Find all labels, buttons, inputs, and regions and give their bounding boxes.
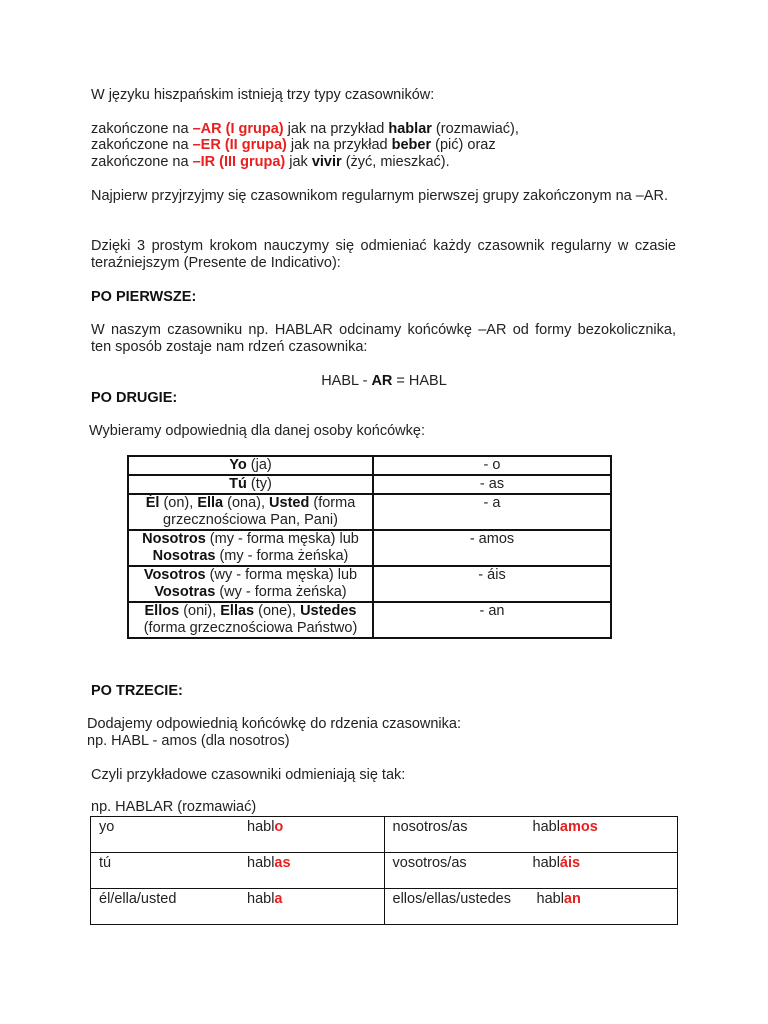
person-label: yo — [99, 819, 115, 835]
group-mid: jak na przykład — [286, 137, 392, 153]
person-label: nosotros/as — [392, 819, 468, 835]
conjugation-cell — [384, 853, 678, 889]
verb-ending: amos — [559, 819, 598, 835]
group-mid: jak na przykład — [283, 121, 389, 137]
pronoun: Nosotras — [152, 548, 216, 564]
pronoun: Usted — [269, 495, 310, 511]
table-row — [128, 602, 611, 638]
intro-text: W języku hiszpańskim istnieją trzy typy czasowników: — [91, 87, 435, 103]
table-row — [91, 817, 678, 853]
table-row — [128, 566, 611, 602]
pronoun: Vosotros — [143, 567, 206, 583]
verb-ending: o — [274, 819, 284, 835]
pronoun-note: (one), — [254, 603, 301, 619]
verb-stem: habl — [247, 819, 275, 835]
conjugation-table — [90, 816, 678, 925]
group-line-2 — [91, 137, 496, 154]
group-ending: –AR (I grupa) — [192, 121, 284, 137]
pronoun: Yo — [229, 457, 247, 473]
ending-cell: - o — [373, 456, 611, 475]
group-verb: vivir — [311, 154, 342, 170]
conjugation-cell — [384, 817, 678, 853]
pronoun-note: (my - forma żeńska) — [215, 548, 349, 564]
pronoun-note: (ona), — [223, 495, 270, 511]
heading-step-2: PO DRUGIE: — [91, 390, 178, 406]
endings-table — [127, 455, 612, 639]
table-row — [128, 475, 611, 494]
pronoun-note: (oni), — [179, 603, 221, 619]
verb-stem: habl — [536, 891, 564, 907]
conjugation-cell — [91, 889, 385, 925]
formula-left: HABL - — [321, 373, 372, 389]
group-line-3 — [91, 154, 450, 171]
paragraph-cut-ending: W naszym czasowniku np. HABLAR odcinamy końcówkę –AR od formy bezokolicznika, ten sposób zostaje nam rdzeń czasownika: — [91, 322, 676, 355]
group-mid: jak — [285, 154, 312, 170]
conjugation-cell — [91, 853, 385, 889]
person-label: él/ella/usted — [99, 891, 177, 907]
heading-step-1: PO PIERWSZE: — [91, 289, 197, 305]
pronoun: Ustedes — [300, 603, 357, 619]
formula-ending: AR — [371, 373, 393, 389]
pronoun: Vosotras — [154, 584, 216, 600]
paragraph-three-steps: Dzięki 3 prostym krokom nauczymy się odmieniać każdy czasownik regularny w czasie teraźniejszym (Presente de Indicativo): — [91, 238, 676, 271]
verb-stem: habl — [247, 855, 275, 871]
pronoun-note: (forma grzecznościowa Pan, Pani) — [163, 495, 356, 528]
heading-step-3: PO TRZECIE: — [91, 683, 183, 699]
verb-stem: habl — [532, 855, 560, 871]
verb-ending: a — [274, 891, 283, 907]
group-line-1 — [91, 121, 519, 138]
pronoun-note: (wy - forma męska) lub — [205, 567, 358, 583]
group-translation: (żyć, mieszkać). — [341, 154, 450, 170]
ending-cell: - amos — [373, 530, 611, 566]
verb-ending: as — [274, 855, 291, 871]
paragraph-first-group: Najpierw przyjrzyjmy się czasownikom regularnym pierwszej grupy zakończonym na –AR. — [91, 188, 668, 204]
person-cell — [128, 566, 373, 602]
paragraph-example: np. HABL - amos (dla nosotros) — [87, 733, 290, 749]
conjugation-cell — [91, 817, 385, 853]
pronoun: Nosotros — [142, 531, 206, 547]
group-prefix: zakończone na — [91, 137, 193, 153]
person-label: vosotros/as — [392, 855, 467, 871]
stem-formula — [0, 373, 768, 390]
group-translation: (pić) oraz — [431, 137, 496, 153]
table-row — [128, 494, 611, 530]
pronoun: Él — [145, 495, 160, 511]
table-row — [128, 530, 611, 566]
pronoun-note: (ty) — [246, 476, 272, 492]
person-cell — [128, 475, 373, 494]
example-title: np. HABLAR (rozmawiać) — [91, 799, 257, 815]
group-verb: hablar — [388, 121, 432, 137]
group-prefix: zakończone na — [91, 154, 193, 170]
conjugation-cell — [384, 889, 678, 925]
pronoun: Ella — [197, 495, 224, 511]
person-cell — [128, 456, 373, 475]
pronoun: Tú — [229, 476, 247, 492]
person-label: ellos/ellas/ustedes — [392, 891, 511, 907]
pronoun-note: (ja) — [246, 457, 272, 473]
verb-ending: áis — [559, 855, 581, 871]
verb-ending: an — [563, 891, 581, 907]
pronoun-note: (forma grzecznościowa Państwo) — [143, 620, 358, 636]
formula-right: = HABL — [392, 373, 447, 389]
group-ending: –ER (II grupa) — [192, 137, 287, 153]
pronoun: Ellas — [220, 603, 255, 619]
table-row — [91, 889, 678, 925]
person-label: tú — [99, 855, 112, 871]
ending-cell: - áis — [373, 566, 611, 602]
group-verb: beber — [391, 137, 432, 153]
verb-stem: habl — [532, 819, 560, 835]
ending-cell: - an — [373, 602, 611, 638]
table-row — [91, 853, 678, 889]
person-cell — [128, 530, 373, 566]
group-translation: (rozmawiać), — [431, 121, 519, 137]
group-ending: –IR (III grupa) — [192, 154, 286, 170]
paragraph-conjugation-intro: Czyli przykładowe czasowniki odmieniają się tak: — [91, 767, 406, 783]
pronoun: Ellos — [144, 603, 180, 619]
paragraph-add-ending: Dodajemy odpowiednią końcówkę do rdzenia czasownika: — [87, 716, 461, 732]
pronoun-note: (my - forma męska) lub — [205, 531, 359, 547]
ending-cell: - a — [373, 494, 611, 530]
paragraph-choose-ending: Wybieramy odpowiednią dla danej osoby końcówkę: — [89, 423, 425, 439]
group-prefix: zakończone na — [91, 121, 193, 137]
pronoun-note: (on), — [159, 495, 198, 511]
person-cell — [128, 602, 373, 638]
ending-cell: - as — [373, 475, 611, 494]
verb-stem: habl — [247, 891, 275, 907]
table-row — [128, 456, 611, 475]
person-cell — [128, 494, 373, 530]
pronoun-note: (wy - forma żeńska) — [215, 584, 347, 600]
